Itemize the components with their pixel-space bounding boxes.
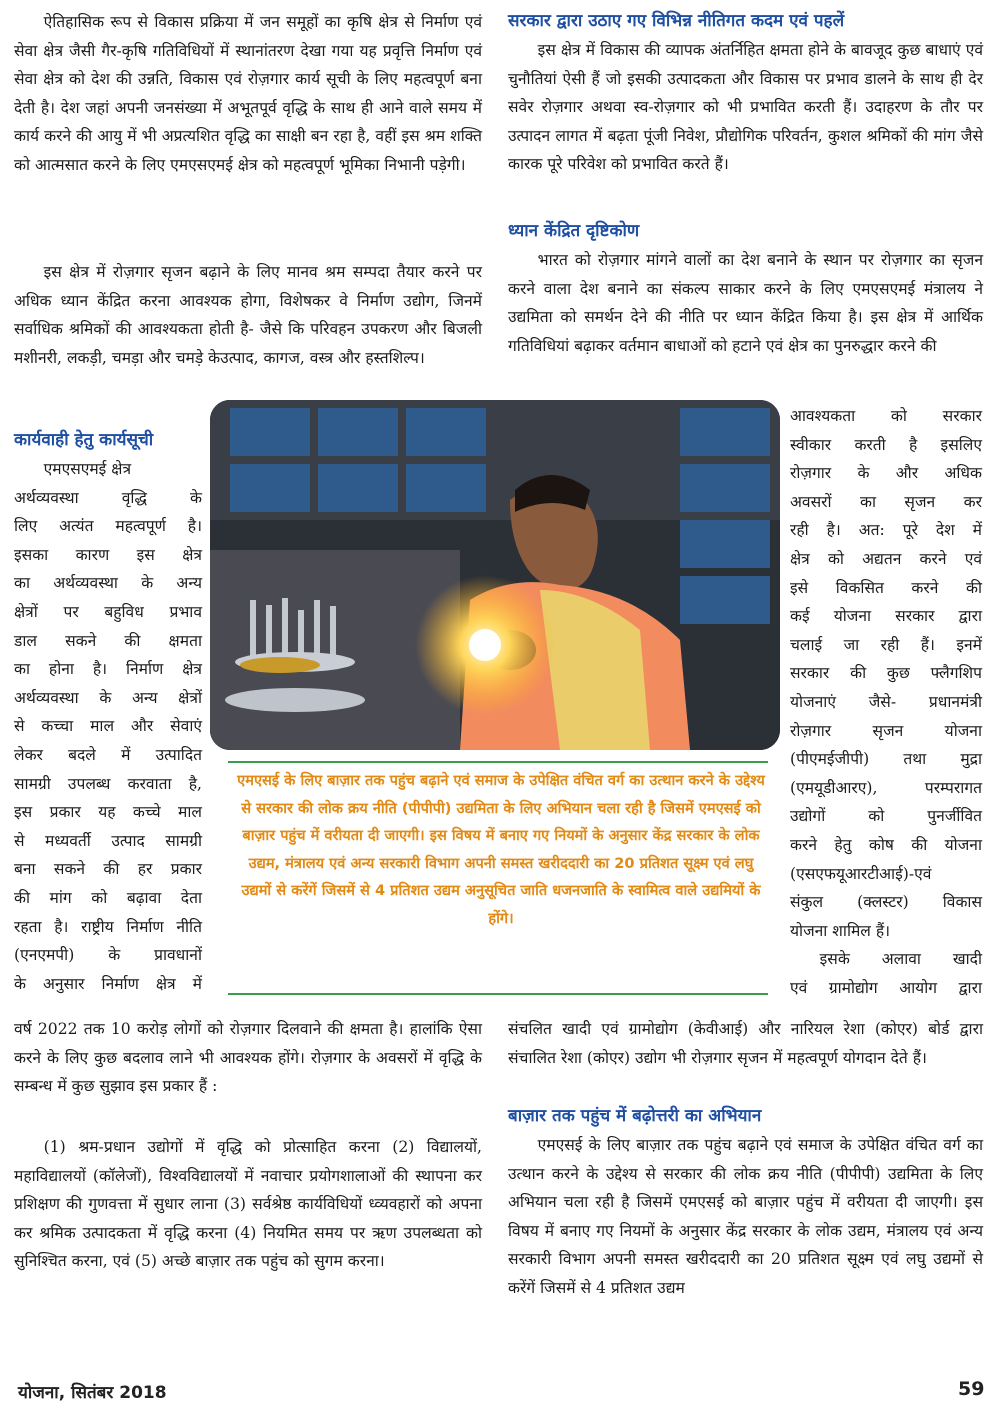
text-line: रोज़गार के और अधिक: [790, 464, 982, 483]
pull-quote-top-rule: [228, 761, 768, 763]
text-line: स्वीकार करती है इसलिए: [790, 435, 982, 454]
text-line: आवश्यकता को सरकार: [790, 407, 982, 425]
body-paragraph: ऐतिहासिक रूप से विकास प्रक्रिया में जन समूहों का कृषि क्षेत्र से निर्माण एवं सेवा क्षेत्र जैसी गैर-कृषि गतिविधियों में स्थानांतरण देखा गया यह प्रवृत्ति निर्माण एवं सेवा क्षेत्र को देश की उन्नति, विकास एवं रोज़गार कार्य सूची के लिए महत्वपूर्ण बना देती है। देश जहां अपनी जनसंख्या में अभूतपूर्व वृद्धि के साथ ही आने वाले समय में कार्य करने की आयु में भी अप्रत्यशित वृद्धि का साक्षी बन रहा है, वहीं इस श्रम शक्ति को आत्मसात करने के लिए एमएसएमई क्षेत्र को महत्वपूर्ण भूमिका निभानी पड़ेगी।: [14, 13, 482, 174]
text-line: अर्थव्यवस्था वृद्धि के: [14, 488, 202, 507]
section-heading-focused-approach: ध्यान केंद्रित दृष्टिकोण: [508, 221, 640, 241]
text-line: चलाई जा रही हैं। इनमें: [790, 635, 982, 654]
text-line: कई योजना सरकार द्वारा: [790, 607, 982, 626]
text-line: बना सकने की हर प्रकार: [14, 860, 202, 879]
right-paragraph-2: [508, 246, 983, 360]
text-line: के अनुसार निर्माण क्षेत्र में: [14, 974, 202, 993]
left-suggestions-list: [14, 1133, 482, 1276]
pull-quote-text: एमएसई के लिए बाज़ार तक पहुंच बढ़ाने एवं समाज के उपेक्षित वंचित वर्ग का उत्थान करने के उद्देश्य से सरकार की लोक क्रय नीति (पीपीपी) उद्यमिता के लिए अभियान चला रही है जिसमें एमएसई को बाज़ार पहुंच में वरीयता दी जाएगी। इस विषय में बनाए गए नियमों के अनुसार केंद्र सरकार के लोक उद्यम, मंत्रालय एवं अन्य सरकारी विभाग अपनी समस्त खरीददारी का 20 प्रतिशत सूक्ष्म एवं लघु उद्यमों से करेंगें जिसमें से 4 प्रतिशत उद्यम अनुसूचित जाति धजनजाति के स्वामित्व वाले उद्यमियों के होंगे।: [237, 772, 765, 927]
text-line: इसे विकसित करने की: [790, 578, 982, 597]
left-narrow-paragraph: [14, 455, 202, 998]
text-line: (एमयूडीआरए), परम्परागत: [790, 778, 982, 797]
text-line: लिए अत्यंत महत्वपूर्ण है।: [14, 517, 202, 536]
text-line: रहता है। राष्ट्रीय निर्माण नीति: [14, 917, 202, 936]
body-paragraph: (1) श्रम-प्रधान उद्योगों में वृद्धि को प्रोत्साहित करना (2) विद्यालयों, महाविद्यालयों (कॉलेजों), विश्वविद्यालयों में नवाचार प्रयोगशालाओं की स्थापना कर प्रशिक्षण की गुणवत्ता में सुधार लाना (3) सर्वश्रेष्ठ कार्यविधियों ध्व्यवहारों को अपना कर श्रमिक उत्पादकता में वृद्धि करना (4) नियमित समय पर ऋण उपलब्धता को सुनिश्चित करना, एवं (5) अच्छे बाज़ार तक पहुंच को सुगम करना।: [14, 1138, 482, 1271]
text-line: क्षेत्र को अद्यतन करने एवं: [790, 549, 982, 568]
section-heading-action-agenda: कार्यवाही हेतु कार्यसूची: [14, 430, 154, 450]
text-line: इसके अलावा खादी: [819, 950, 982, 969]
right-narrow-paragraph: [790, 402, 982, 1002]
pull-quote: [228, 757, 788, 997]
text-line: योजना शामिल हैं।: [790, 921, 891, 940]
text-line: (एनएमपी) के प्रावधानों: [14, 946, 202, 965]
section-heading-market-access: बाज़ार तक पहुंच में बढ़ोत्तरी का अभियान: [508, 1106, 762, 1126]
text-line: से मध्यवर्ती उत्पाद सामग्री: [14, 831, 202, 850]
text-line: उद्योगों को पुनर्जीवित: [790, 807, 982, 826]
text-line: क्षेत्रों पर बहुविध प्रभाव: [14, 602, 202, 621]
left-paragraph-2: [14, 258, 482, 372]
pull-quote-bottom-rule: [228, 993, 768, 995]
text-line: से कच्चा माल और सेवाएं: [14, 717, 202, 736]
right-paragraph-1: [508, 36, 983, 179]
footer-magazine-title: योजना, सितंबर 2018: [18, 1383, 167, 1403]
section-heading-policy-steps: सरकार द्वारा उठाए गए विभिन्न नीतिगत कदम एवं पहलें: [508, 11, 845, 31]
text-line: डाल सकने की क्षमता: [14, 631, 202, 650]
body-paragraph: वर्ष 2022 तक 10 करोड़ लोगों को रोज़गार दिलवाने की क्षमता है। हालांकि ऐसा करने के लिए कुछ बदलाव लाने भी आवश्यक होंगे। रोज़गार के अवसरों में वृद्धि के सम्बन्ध में कुछ सुझाव इस प्रकार हैं :: [14, 1020, 482, 1096]
body-paragraph: एमएसई के लिए बाज़ार तक पहुंच बढ़ाने एवं समाज के उपेक्षित वंचित वर्ग का उत्थान करने के उद्देश्य से सरकार की लोक क्रय नीति (पीपीपी) उद्यमिता के लिए अभियान चला रही है जिसमें एमएसई को बाज़ार पहुंच में वरीयता दी जाएगी। इस विषय में बनाए गए नियमों के अनुसार केंद्र सरकार के लोक उद्यम, मंत्रालय एवं अन्य सरकारी विभाग अपनी समस्त खरीददारी का 20 प्रतिशत सूक्ष्म एवं लघु उद्यमों से करेंगें जिसमें से 4 प्रतिशत उद्यम: [508, 1136, 983, 1297]
text-line: सरकार की कुछ फ्लैगशिप: [790, 664, 982, 683]
text-line: इस प्रकार यह कच्चे माल: [14, 803, 202, 822]
body-paragraph: इस क्षेत्र में रोज़गार सृजन बढ़ाने के लिए मानव श्रम सम्पदा तैयार करने पर अधिक ध्यान केंद्रित करना आवश्यक होगा, विशेषकर वे निर्माण उद्योग, जिनमें सर्वाधिक श्रमिकों की आवश्यकता होती है- जैसे कि परिवहन उपकरण और बिजली मशीनरी, लकड़ी, चमड़ा और चमड़े केउत्पाद, कागज, वस्त्र और हस्तशिल्प।: [14, 263, 482, 367]
left-intro-paragraph: [14, 8, 482, 180]
text-line: रोज़गार सृजन योजना: [790, 721, 982, 740]
left-paragraph-4: [14, 1015, 482, 1101]
text-line: लेकर बदले में उत्पादित: [14, 745, 202, 764]
text-line: अर्थव्यवस्था के अन्य क्षेत्रों: [14, 688, 202, 707]
artisan-photo: [210, 400, 780, 750]
text-line: संकुल (क्लस्टर) विकास: [790, 893, 982, 912]
text-line: (एसएफयूआरटीआई)-एवं: [790, 864, 932, 883]
text-line: योजनाएं जैसे- प्रधानमंत्री: [790, 692, 982, 711]
body-paragraph: इस क्षेत्र में विकास की व्यापक अंतर्निहित क्षमता होने के बावजूद कुछ बाधाएं एवं चुनौतियां ऐसी हैं जो इसकी उत्पादकता और विकास पर प्रभाव डालने के साथ ही देर सवेर रोज़गार अथवा स्व-रोज़गार को भी प्रभावित करती हैं। उदाहरण के तौर पर उत्पादन लागत में बढ़ता पूंजी निवेश, प्रौद्योगिक परिवर्तन, कुशल श्रमिकों की मांग जैसे कारक पूरे परिवेश को प्रभावित करते हैं।: [508, 41, 983, 174]
text-line: का अर्थव्यवस्था के अन्य: [14, 574, 202, 593]
body-paragraph: भारत को रोज़गार मांगने वालों का देश बनाने के स्थान पर रोज़गार का सृजन करने वाला देश बनाने का संकल्प साकार करने के लिए एमएसएमई मंत्रालय ने उद्यमिता को समर्थन देने की नीति पर ध्यान केंद्रित किया है। इस क्षेत्र में आर्थिक गतिविधियां बढ़ाकर वर्तमान बाधाओं को हटाने एवं क्षेत्र का पुनरुद्धार करने की: [508, 251, 983, 355]
text-line: (पीएमईजीपी) तथा मुद्रा: [790, 750, 982, 769]
right-paragraph-3: [508, 1015, 983, 1072]
text-line: का होना है। निर्माण क्षेत्र: [14, 660, 202, 679]
text-line: एमएसएमई क्षेत्र: [43, 460, 132, 478]
right-paragraph-4: [508, 1131, 983, 1303]
body-paragraph: संचलित खादी एवं ग्रामोद्योग (केवीआई) और नारियल रेशा (कोएर) बोर्ड द्वारा संचालित रेशा (कोएर) उद्योग भी रोज़गार सृजन में महत्वपूर्ण योगदान देते हैं।: [508, 1020, 983, 1067]
artisan-photo-illustration: [210, 400, 780, 750]
text-line: सामग्री उपलब्ध करवाता है,: [14, 774, 202, 793]
text-line: एवं ग्रामोद्योग आयोग द्वारा: [790, 978, 982, 997]
text-line: की मांग को बढ़ावा देता: [14, 888, 202, 907]
text-line: इसका कारण इस क्षेत्र: [14, 545, 202, 564]
text-line: रही है। अत: पूरे देश में: [790, 521, 982, 540]
text-line: अवसरों का सृजन कर: [790, 492, 982, 511]
page-number: 59: [958, 1378, 985, 1400]
text-line: करने हेतु कोष की योजना: [790, 835, 982, 854]
